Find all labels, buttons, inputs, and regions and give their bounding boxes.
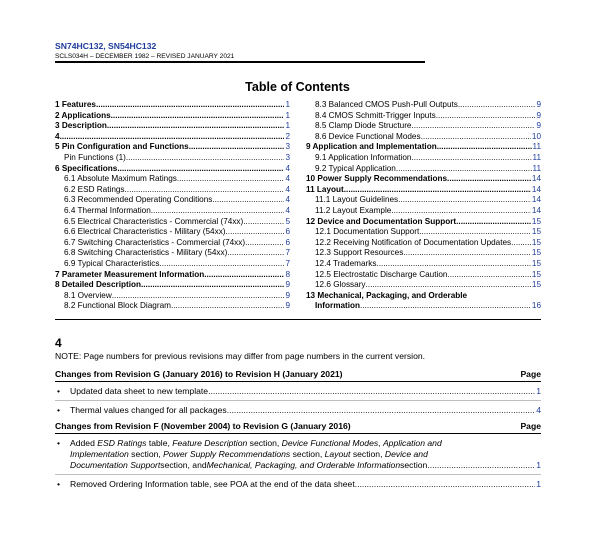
dot-leader — [227, 405, 536, 416]
change-text-italic: Device and — [384, 449, 428, 459]
toc-page-link[interactable]: 4 — [285, 195, 290, 205]
toc-entry[interactable] — [55, 142, 290, 153]
bullet-icon: • — [57, 438, 61, 448]
toc-page-link[interactable]: 9 — [285, 290, 290, 300]
dot-leader — [437, 142, 532, 153]
dot-leader — [396, 164, 532, 175]
toc-entry[interactable] — [306, 174, 541, 185]
toc-page-link[interactable]: 3 — [285, 152, 290, 162]
changes-h-block — [55, 369, 541, 419]
changes-g-header — [55, 421, 541, 434]
toc-entry-title[interactable]: 6.4 Thermal Information — [64, 205, 151, 215]
toc-entry[interactable] — [55, 121, 290, 132]
part-numbers: SN74HC132, SN54HC132 — [55, 41, 157, 51]
dot-leader — [456, 217, 531, 228]
toc-page-link[interactable]: 15 — [531, 258, 541, 268]
toc-entry-title[interactable]: 8 Detailed Description — [55, 280, 141, 290]
change-text-italic: Implementation — [70, 449, 129, 459]
change-item — [55, 479, 541, 493]
toc-page-link[interactable]: 15 — [531, 269, 541, 279]
toc-entry-title[interactable]: 6.1 Absolute Maximum Ratings — [64, 174, 177, 184]
dot-leader — [60, 132, 285, 143]
toc-page-link[interactable]: 4 — [285, 184, 290, 194]
change-page-link[interactable]: 1 — [536, 460, 541, 470]
dot-leader — [159, 259, 284, 270]
toc-page-link[interactable]: 9 — [536, 110, 541, 120]
changes-g-title: Changes from Revision F (November 2004) to Revision G (January 2016) — [55, 421, 351, 431]
toc-entry[interactable] — [306, 238, 541, 249]
toc-entry-title[interactable]: 12.2 Receiving Notification of Documentation Updates — [315, 237, 512, 247]
toc-entry-title[interactable]: 1 Features — [55, 100, 96, 109]
dot-leader — [391, 206, 531, 217]
change-text-italic: Documentation Support — [70, 460, 161, 470]
toc-page-link[interactable]: 8 — [285, 269, 290, 279]
dot-leader — [411, 121, 535, 132]
toc-entry[interactable] — [306, 280, 541, 291]
toc-entry-title[interactable]: 4 — [55, 131, 60, 141]
change-item — [55, 405, 541, 419]
dot-leader — [208, 386, 535, 397]
toc-entry[interactable] — [306, 111, 541, 122]
dot-leader — [243, 217, 284, 228]
change-text: section, — [128, 449, 164, 459]
change-text: section, — [290, 449, 325, 459]
change-text: Added — [70, 438, 98, 448]
dot-leader — [96, 100, 284, 111]
dot-leader — [403, 248, 531, 259]
dot-leader — [427, 460, 535, 471]
change-text: Removed Ordering Information table, see POA at the end of the data sheet — [70, 479, 355, 489]
change-text: section, — [247, 438, 282, 448]
toc-page-link[interactable]: 14 — [531, 174, 541, 184]
change-text-italic: ESD Ratings — [97, 438, 147, 448]
toc-entry[interactable] — [306, 142, 541, 153]
dot-leader — [126, 153, 285, 164]
page-column-label: Page — [520, 421, 541, 431]
toc-entry[interactable] — [306, 100, 541, 111]
dot-leader — [226, 227, 285, 238]
dot-leader — [212, 195, 284, 206]
dot-leader — [436, 111, 536, 122]
toc-page-link[interactable]: 11 — [532, 152, 541, 162]
toc-entry-title[interactable]: 12.3 Support Resources — [315, 248, 404, 258]
dot-leader — [112, 291, 285, 302]
toc-entry-title[interactable]: 6.5 Electrical Characteristics - Commercial (74xx) — [64, 216, 244, 226]
toc-entry[interactable] — [55, 259, 290, 270]
change-text: Updated data sheet to new template — [70, 386, 209, 396]
toc-entry-title[interactable]: 6.7 Switching Characteristics - Commercial (74xx) — [64, 237, 246, 247]
toc-entry[interactable] — [55, 301, 290, 312]
toc-entry-title[interactable]: 10 Power Supply Recommendations — [306, 174, 448, 184]
change-text: section, — [350, 449, 385, 459]
toc-entry-title[interactable]: 6.6 Electrical Characteristics - Military (54xx) — [64, 227, 226, 237]
header-rule — [55, 61, 425, 63]
toc-entry[interactable] — [55, 270, 290, 281]
changes-g-block — [55, 421, 541, 493]
toc-page-link[interactable]: 7 — [285, 248, 290, 258]
dot-leader — [447, 174, 531, 185]
toc-page-link[interactable]: 9 — [285, 280, 290, 290]
toc-page-link[interactable]: 7 — [285, 258, 290, 268]
toc-entry-title[interactable]: 6.8 Switching Characteristics - Military (54xx) — [64, 248, 228, 258]
toc-page-link[interactable]: 15 — [531, 237, 541, 247]
dot-leader — [366, 280, 531, 291]
toc-entry-title[interactable]: 7 Parameter Measurement Information — [55, 269, 205, 279]
toc-entry-title[interactable]: 8.2 Functional Block Diagram — [64, 301, 171, 311]
toc-entry[interactable] — [306, 217, 541, 228]
toc-entry[interactable] — [55, 195, 290, 206]
bullet-icon: • — [57, 405, 61, 415]
toc-page-link[interactable]: 15 — [531, 248, 541, 258]
toc-page-link[interactable]: 2 — [285, 131, 290, 141]
toc-entry[interactable] — [55, 238, 290, 249]
toc-page-link[interactable]: 6 — [285, 237, 290, 247]
changes-h-title: Changes from Revision G (January 2016) to Revision H (January 2021) — [55, 369, 343, 379]
toc-entry-title[interactable]: 12.1 Documentation Support — [315, 227, 420, 237]
toc-entry[interactable] — [306, 195, 541, 206]
toc-page-link[interactable]: 6 — [285, 227, 290, 237]
toc-entry[interactable] — [306, 185, 541, 196]
dot-leader — [107, 121, 285, 132]
change-text: , — [378, 438, 383, 448]
toc-entry[interactable] — [306, 291, 541, 302]
dot-leader — [412, 153, 532, 164]
toc-entry[interactable] — [55, 100, 290, 111]
toc-page-link[interactable]: 10 — [531, 131, 541, 141]
change-text-italic: Application and — [382, 438, 442, 448]
toc-page-link[interactable]: 1 — [285, 110, 290, 120]
change-text-italic: Mechanical, Packaging, and Orderable Information — [206, 460, 401, 470]
change-page-link[interactable]: 4 — [536, 405, 541, 415]
toc-title: Table of Contents — [245, 80, 350, 94]
toc-page-link[interactable]: 9 — [536, 121, 541, 131]
toc-right-column — [306, 100, 541, 312]
toc-entry-title[interactable]: 12.6 Glossary — [315, 280, 366, 290]
toc-page-link[interactable]: 3 — [285, 142, 290, 152]
document-header — [55, 41, 540, 61]
change-text-italic: Feature Description — [172, 438, 248, 448]
toc-bottom-rule — [55, 319, 541, 320]
toc-entry[interactable] — [55, 111, 290, 122]
toc-entry[interactable] — [55, 174, 290, 185]
toc-entry-title[interactable]: 9.1 Application Information — [315, 152, 412, 162]
toc-entry[interactable] — [306, 132, 541, 143]
toc-entry[interactable] — [55, 185, 290, 196]
dot-leader — [447, 270, 530, 281]
toc-entry-title[interactable]: 3 Description — [55, 121, 107, 131]
toc-page-link[interactable]: 1 — [285, 100, 290, 109]
toc-page-link[interactable]: 11 — [532, 163, 541, 173]
change-item — [55, 438, 541, 475]
dot-leader — [227, 248, 284, 259]
dot-leader — [376, 259, 530, 270]
change-text: Thermal values changed for all packages — [70, 405, 227, 415]
toc-entry-continuation[interactable] — [306, 301, 541, 312]
dot-leader — [125, 185, 285, 196]
page-column-label: Page — [520, 369, 541, 379]
toc-page-link[interactable]: 1 — [285, 121, 290, 131]
toc-entry[interactable] — [55, 164, 290, 175]
toc-entry[interactable] — [306, 270, 541, 281]
bullet-icon: • — [57, 386, 61, 396]
toc-page-link[interactable]: 9 — [285, 301, 290, 311]
toc-entry[interactable] — [55, 291, 290, 302]
dot-leader — [344, 185, 531, 196]
toc-entry-title[interactable]: 6.3 Recommended Operating Conditions — [64, 195, 213, 205]
toc-entry-title[interactable]: 8.1 Overview — [64, 290, 112, 300]
toc-entry-title[interactable]: 8.6 Device Functional Modes — [315, 131, 421, 141]
toc-entry-title[interactable]: 6.9 Typical Characteristics — [64, 258, 160, 268]
toc-page-link[interactable]: 15 — [531, 227, 541, 237]
toc-entry[interactable] — [55, 132, 290, 143]
dot-leader — [360, 301, 531, 312]
toc-entry[interactable] — [55, 153, 290, 164]
dot-leader — [117, 164, 284, 175]
toc-entry[interactable] — [306, 121, 541, 132]
toc-page-link[interactable]: 5 — [285, 216, 290, 226]
change-page-link[interactable]: 1 — [536, 479, 541, 489]
toc-entry[interactable] — [55, 217, 290, 228]
dot-leader — [151, 206, 285, 217]
toc-entry-title[interactable]: 6.2 ESD Ratings — [64, 184, 125, 194]
dot-leader — [421, 132, 531, 143]
toc-page-link[interactable]: 14 — [531, 205, 541, 215]
toc-entry-title[interactable]: 2 Applications — [55, 110, 111, 120]
toc-entry[interactable] — [306, 227, 541, 238]
change-text-italic: Device Functional Modes — [281, 438, 379, 448]
dot-leader — [177, 174, 285, 185]
toc-page-link[interactable]: 4 — [285, 205, 290, 215]
toc-entry[interactable] — [55, 227, 290, 238]
change-text-italic: Layout — [324, 449, 351, 459]
toc-entry-title[interactable]: 8.3 Balanced CMOS Push-Pull Outputs — [315, 100, 458, 109]
change-text: table, — [146, 438, 173, 448]
dot-leader — [141, 280, 284, 291]
toc-entry-title[interactable]: 12.5 Electrostatic Discharge Caution — [315, 269, 448, 279]
toc-page-link[interactable]: 11 — [532, 142, 541, 152]
toc-entry-title[interactable]: Information — [315, 301, 361, 311]
change-text: section — [400, 460, 428, 470]
toc-page-link[interactable]: 14 — [531, 195, 541, 205]
toc-page-link[interactable]: 4 — [285, 163, 290, 173]
revision-line: SCLS034H – DECEMBER 1982 – REVISED JANUARY 2021 — [55, 53, 235, 60]
toc-entry[interactable] — [306, 259, 541, 270]
toc-entry[interactable] — [306, 153, 541, 164]
dot-leader — [245, 238, 284, 249]
toc-entry-title[interactable]: Pin Functions (1) — [64, 152, 126, 162]
toc-entry[interactable] — [306, 248, 541, 259]
toc-page-link[interactable]: 9 — [536, 100, 541, 109]
change-text-italic: Power Supply Recommendations — [163, 449, 291, 459]
toc-entry-title[interactable]: 8.4 CMOS Schmitt-Trigger Inputs — [315, 110, 436, 120]
dot-leader — [204, 270, 284, 281]
revision-note: NOTE: Page numbers for previous revisions may differ from page numbers in the current version. — [55, 351, 426, 361]
toc-page-link[interactable]: 15 — [531, 280, 541, 290]
dot-leader — [511, 238, 531, 249]
change-page-link[interactable]: 1 — [536, 386, 541, 396]
toc-page-link[interactable]: 16 — [531, 301, 541, 311]
dot-leader — [111, 111, 285, 122]
toc-page-link[interactable]: 4 — [285, 174, 290, 184]
toc-entry[interactable] — [306, 164, 541, 175]
section-number: 4 — [55, 336, 62, 350]
toc-entry-title[interactable]: 8.5 Clamp Diode Structure — [315, 121, 412, 131]
dot-leader — [171, 301, 284, 312]
toc-entry-title[interactable]: 11.1 Layout Guidelines — [315, 195, 399, 205]
toc-entry-title[interactable]: 9 Application and Implementation — [306, 142, 437, 152]
toc-entry-title[interactable]: 11.2 Layout Example — [315, 205, 392, 215]
change-item — [55, 386, 541, 401]
toc-entry-title[interactable]: 12 Device and Documentation Support — [306, 216, 457, 226]
toc-entry-title[interactable]: 5 Pin Configuration and Functions — [55, 142, 189, 152]
changes-h-header — [55, 369, 541, 382]
toc-entry[interactable] — [55, 248, 290, 259]
toc-left-column — [55, 100, 290, 312]
dot-leader — [355, 479, 535, 490]
toc-entry[interactable] — [55, 280, 290, 291]
toc-entry-title[interactable]: 6 Specifications — [55, 163, 118, 173]
toc-entry-title[interactable]: 11 Layout — [306, 184, 344, 194]
dot-leader — [458, 100, 536, 111]
toc-page-link[interactable]: 14 — [531, 184, 541, 194]
toc-entry[interactable] — [306, 206, 541, 217]
dot-leader — [189, 142, 285, 153]
dot-leader — [419, 227, 531, 238]
toc-entry-title[interactable]: 9.2 Typical Application — [315, 163, 396, 173]
dot-leader — [398, 195, 531, 206]
change-text: section, and — [160, 460, 207, 470]
toc-entry[interactable] — [55, 206, 290, 217]
toc-page-link[interactable]: 15 — [531, 216, 541, 226]
bullet-icon: • — [57, 479, 61, 489]
toc-entry-title[interactable]: 13 Mechanical, Packaging, and Orderable — [306, 290, 468, 300]
toc-entry-title[interactable]: 12.4 Trademarks — [315, 258, 377, 268]
